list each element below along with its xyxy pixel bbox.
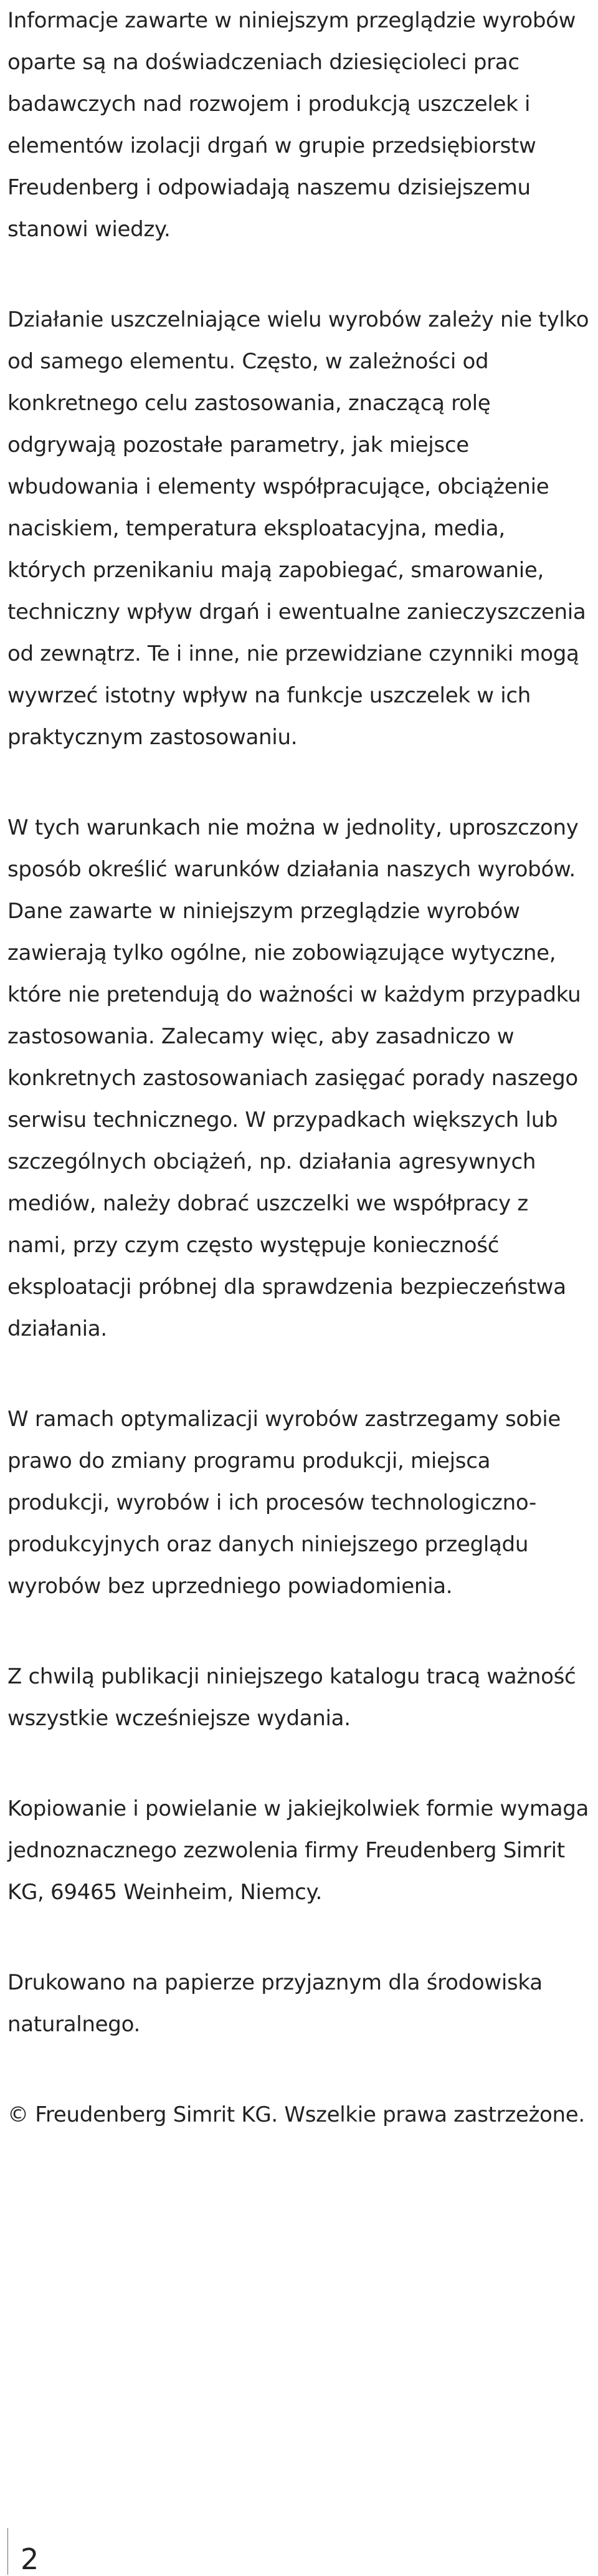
document-body — [7, 0, 590, 2136]
paragraph-source-of-information: Informacje zawarte w niniejszym przeglądzie wyrobów oparte są na doświadczeniach dziesięcioleci prac badawczych nad rozwojem i produkcją uszczelek i elementów izolacji drgań w grupie przedsiębiorstw Freudenberg i odpowiadają naszemu dzisiejszemu stanowi wiedzy. — [7, 8, 576, 242]
paragraph-paper-notice: Drukowano na papierze przyjaznym dla środowiska naturalnego. — [7, 1970, 543, 2037]
paragraph-general-guidelines: W tych warunkach nie można w jednolity, uproszczony sposób określić warunków działania naszych wyrobów. Dane zawarte w niniejszym przeglądzie wyrobów zawierają tylko ogólne, nie zobowiązujące wytyczne, które nie pretendują do ważności w każdym przypadku zastosowania. Zalecamy więc, aby zasadniczo w konkretnych zastosowaniach zasięgać porady naszego serwisu technicznego. W przypadkach większych lub szczególnych obciążeń, np. działania agresywnych mediów, należy dobrać uszczelki we współpracy z nami, przy czym często występuje konieczność eksploatacji próbnej dla sprawdzenia bezpieczeństwa działania. — [7, 815, 581, 1341]
paragraph-copyright: © Freudenberg Simrit KG. Wszelkie prawa zastrzeżone. — [7, 2102, 585, 2127]
footer-divider — [7, 2528, 8, 2575]
paragraph-copying-notice: Kopiowanie i powielanie w jakiejkolwiek formie wymaga jednoznacznego zezwolenia firmy Freudenberg Simrit KG, 69465 Weinheim, Niemcy. — [7, 1796, 589, 1905]
paragraph-right-to-change: W ramach optymalizacji wyrobów zastrzegamy sobie prawo do zmiany programu produkcji, miejsca produkcji, wyrobów i ich procesów technologiczno-produkcyjnych oraz danych niniejszego przeglądu wyrobów bez uprzedniego powiadomienia. — [7, 1407, 561, 1599]
page-footer — [7, 2528, 39, 2575]
page-number: 2 — [21, 2542, 39, 2576]
paragraph-previous-editions: Z chwilą publikacji niniejszego katalogu tracą ważność wszystkie wcześniejsze wydania. — [7, 1664, 576, 1731]
paragraph-sealing-factors: Działanie uszczelniające wielu wyrobów zależy nie tylko od samego elementu. Często, w zależności od konkretnego celu zastosowania, znaczącą rolę odgrywają pozostałe parametry, jak miejsce wbudowania i elementy współpracujące, obciążenie naciskiem, temperatura eksploatacyjna, media, których przenikaniu mają zapobiegać, smarowanie, techniczny wpływ drgań i ewentualne zanieczyszczenia od zewnątrz. Te i inne, nie przewidziane czynniki mogą wywrzeć istotny wpływ na funkcje uszczelek w ich praktycznym zastosowaniu. — [7, 307, 589, 750]
